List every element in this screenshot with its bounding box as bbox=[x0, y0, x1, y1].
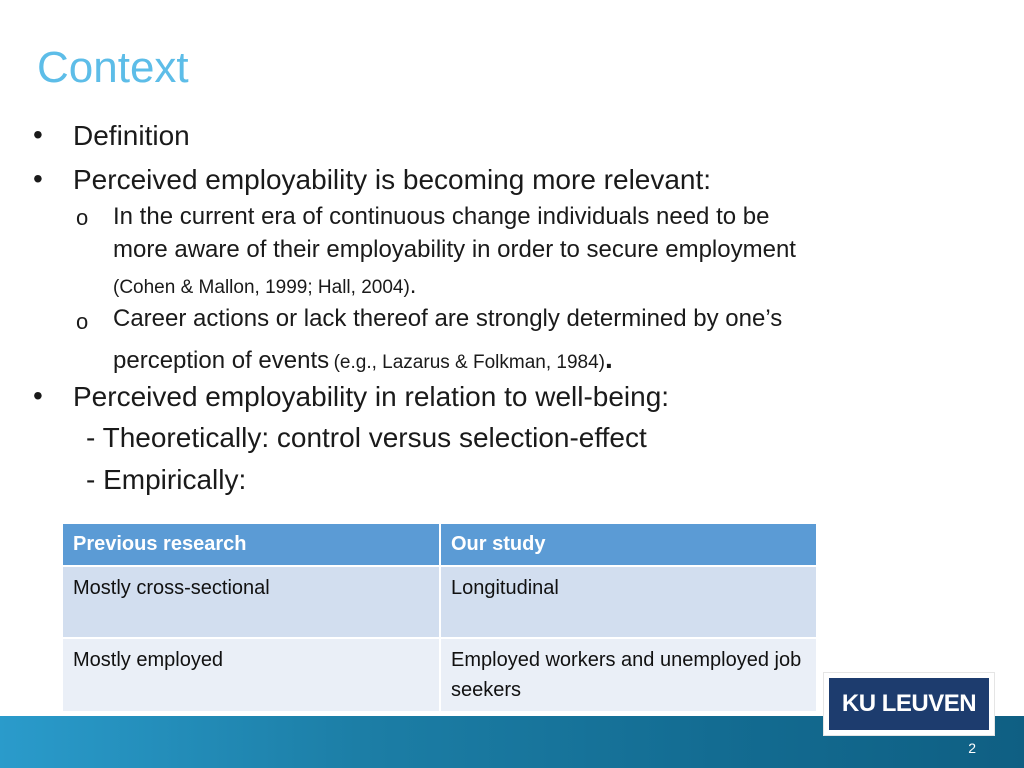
bullet-definition: Definition bbox=[73, 120, 190, 151]
sub-bullet-1-line-3 bbox=[113, 272, 416, 300]
sub-bullet-2-text: perception of events bbox=[113, 347, 330, 374]
slide-title: Context bbox=[37, 43, 189, 92]
sub-bullet-2-line-2 bbox=[113, 343, 613, 375]
bullet-icon: • bbox=[33, 119, 43, 150]
sub-bullet-icon: o bbox=[76, 309, 89, 334]
ku-leuven-logo bbox=[824, 673, 994, 735]
table-cell: Longitudinal bbox=[440, 566, 817, 638]
header-previous-research: Previous research bbox=[62, 523, 440, 566]
punctuation: . bbox=[409, 272, 417, 299]
sub-bullet-icon: o bbox=[76, 205, 89, 230]
table-row bbox=[62, 638, 817, 712]
table-row bbox=[62, 566, 817, 638]
citation: (Cohen & Mallon, 1999; Hall, 2004) bbox=[113, 277, 410, 298]
logo-background bbox=[829, 678, 989, 730]
table-cell: Employed workers and unemployed job seekers bbox=[440, 638, 817, 712]
bullet-well-being: Perceived employability in relation to well-being: bbox=[73, 381, 670, 412]
bullet-perceived-employability-relevant: Perceived employability is becoming more relevant: bbox=[73, 164, 712, 195]
table-header-row bbox=[62, 523, 817, 566]
sub-bullet-1-line-1: In the current era of continuous change individuals need to be bbox=[113, 203, 770, 230]
table-cell: Mostly cross-sectional bbox=[62, 566, 440, 638]
comparison-table bbox=[61, 522, 818, 713]
sub-bullet-1-line-2: more aware of their employability in order to secure employment bbox=[113, 236, 796, 263]
bullet-icon: • bbox=[33, 380, 43, 411]
dash-empirically: - Empirically: bbox=[86, 464, 247, 495]
sub-bullet-2-line-1: Career actions or lack thereof are strongly determined by one’s bbox=[113, 305, 783, 332]
bullet-icon: • bbox=[33, 163, 43, 194]
logo-text: KU LEUVEN bbox=[841, 690, 977, 717]
page-number: 2 bbox=[968, 740, 976, 756]
header-our-study: Our study bbox=[440, 523, 817, 566]
dash-theoretically: - Theoretically: control versus selection-effect bbox=[86, 422, 647, 453]
table-cell: Mostly employed bbox=[62, 638, 440, 712]
citation: (e.g., Lazarus & Folkman, 1984) bbox=[333, 352, 606, 373]
punctuation: . bbox=[605, 343, 613, 374]
